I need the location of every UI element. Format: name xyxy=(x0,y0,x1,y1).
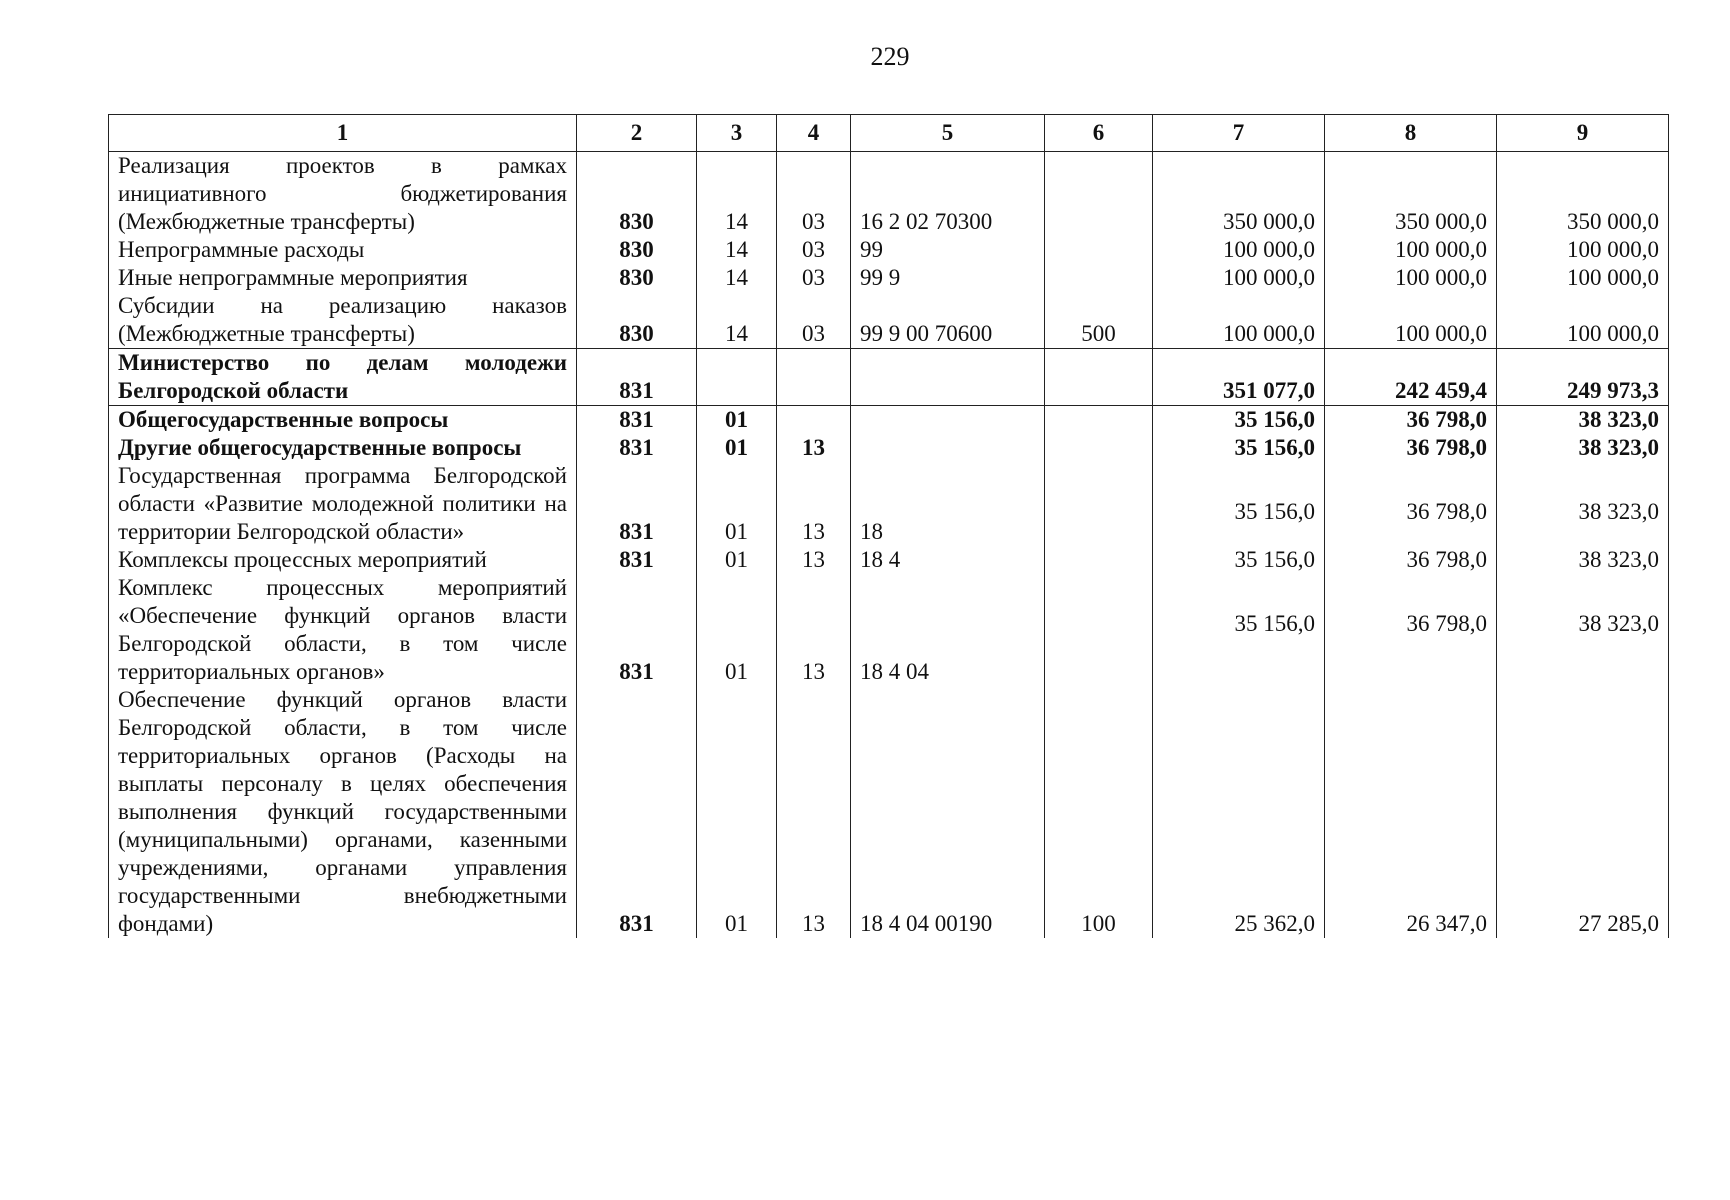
row-amount-3: 100 000,0 xyxy=(1497,292,1669,349)
row-section: 01 xyxy=(697,574,777,686)
row-target: 18 xyxy=(851,462,1045,546)
row-amount-1: 25 362,0 xyxy=(1153,686,1325,938)
row-name: Общегосударственные вопросы xyxy=(109,406,577,435)
row-target: 18 4 04 00190 xyxy=(851,686,1045,938)
row-section: 01 xyxy=(697,434,777,462)
table-row xyxy=(109,462,1669,546)
table-row xyxy=(109,152,1669,237)
row-code: 831 xyxy=(577,434,697,462)
row-section: 14 xyxy=(697,236,777,264)
budget-table xyxy=(108,114,1669,938)
header-row xyxy=(109,115,1669,152)
row-subsection: 13 xyxy=(777,546,851,574)
table-row xyxy=(109,434,1669,462)
row-amount-3: 38 323,0 xyxy=(1497,406,1669,435)
row-target: 18 4 04 xyxy=(851,574,1045,686)
row-code: 831 xyxy=(577,546,697,574)
row-code: 830 xyxy=(577,152,697,237)
table-row xyxy=(109,546,1669,574)
row-amount-2: 36 798,0 xyxy=(1325,406,1497,435)
row-name: Обеспечение функций органов власти Белгородской области, в том числе территориальных органов (Расходы на выплаты персоналу в целях обеспечения выполнения функций государственными (муниципальными) органами, казенными учреждениями, органами управления государственными внебюджетными фондами) xyxy=(109,686,577,938)
row-section: 14 xyxy=(697,152,777,237)
row-amount-3: 249 973,3 xyxy=(1497,349,1669,406)
row-amount-3: 38 323,0 xyxy=(1497,574,1669,686)
row-name: Комплексы процессных мероприятий xyxy=(109,546,577,574)
row-name: Иные непрограммные мероприятия xyxy=(109,264,577,292)
row-subsection: 13 xyxy=(777,434,851,462)
row-code: 831 xyxy=(577,406,697,435)
row-amount-2: 36 798,0 xyxy=(1325,462,1497,546)
row-type xyxy=(1045,574,1153,686)
row-target: 99 9 xyxy=(851,264,1045,292)
row-amount-1: 100 000,0 xyxy=(1153,292,1325,349)
row-amount-3: 38 323,0 xyxy=(1497,434,1669,462)
header-cell: 9 xyxy=(1497,115,1669,152)
row-target xyxy=(851,349,1045,406)
row-amount-3: 100 000,0 xyxy=(1497,264,1669,292)
row-section: 01 xyxy=(697,546,777,574)
row-amount-2: 242 459,4 xyxy=(1325,349,1497,406)
row-type xyxy=(1045,264,1153,292)
row-amount-1: 351 077,0 xyxy=(1153,349,1325,406)
row-amount-2: 36 798,0 xyxy=(1325,574,1497,686)
row-code: 830 xyxy=(577,236,697,264)
row-type xyxy=(1045,406,1153,435)
row-type xyxy=(1045,236,1153,264)
row-amount-1: 35 156,0 xyxy=(1153,462,1325,546)
row-target xyxy=(851,406,1045,435)
header-cell: 7 xyxy=(1153,115,1325,152)
row-amount-2: 350 000,0 xyxy=(1325,152,1497,237)
row-subsection: 13 xyxy=(777,574,851,686)
table-row xyxy=(109,292,1669,349)
table-row xyxy=(109,574,1669,686)
header-cell: 1 xyxy=(109,115,577,152)
row-amount-3: 350 000,0 xyxy=(1497,152,1669,237)
row-amount-2: 100 000,0 xyxy=(1325,264,1497,292)
row-name: Непрограммные расходы xyxy=(109,236,577,264)
row-amount-2: 26 347,0 xyxy=(1325,686,1497,938)
row-amount-3: 38 323,0 xyxy=(1497,462,1669,546)
row-amount-2: 36 798,0 xyxy=(1325,434,1497,462)
row-type xyxy=(1045,546,1153,574)
row-code: 830 xyxy=(577,264,697,292)
table-row xyxy=(109,686,1669,938)
row-section: 14 xyxy=(697,292,777,349)
row-type: 100 xyxy=(1045,686,1153,938)
row-amount-2: 100 000,0 xyxy=(1325,236,1497,264)
header-cell: 8 xyxy=(1325,115,1497,152)
row-subsection: 03 xyxy=(777,292,851,349)
row-subsection: 03 xyxy=(777,152,851,237)
row-type: 500 xyxy=(1045,292,1153,349)
row-subsection: 13 xyxy=(777,686,851,938)
row-amount-1: 35 156,0 xyxy=(1153,434,1325,462)
header-cell: 5 xyxy=(851,115,1045,152)
row-amount-3: 27 285,0 xyxy=(1497,686,1669,938)
row-section xyxy=(697,349,777,406)
row-amount-1: 100 000,0 xyxy=(1153,264,1325,292)
row-target: 99 xyxy=(851,236,1045,264)
table-row xyxy=(109,406,1669,435)
header-cell: 4 xyxy=(777,115,851,152)
row-subsection: 03 xyxy=(777,236,851,264)
header-cell: 3 xyxy=(697,115,777,152)
row-target: 16 2 02 70300 xyxy=(851,152,1045,237)
row-section: 01 xyxy=(697,406,777,435)
row-code: 831 xyxy=(577,349,697,406)
row-subsection: 13 xyxy=(777,462,851,546)
row-subsection xyxy=(777,349,851,406)
row-name: Реализация проектов в рамках инициативного бюджетирования (Межбюджетные трансферты) xyxy=(109,152,577,237)
row-subsection xyxy=(777,406,851,435)
row-type xyxy=(1045,152,1153,237)
table-row xyxy=(109,264,1669,292)
row-target: 18 4 xyxy=(851,546,1045,574)
row-amount-2: 36 798,0 xyxy=(1325,546,1497,574)
row-type xyxy=(1045,349,1153,406)
header-cell: 6 xyxy=(1045,115,1153,152)
row-name: Другие общегосударственные вопросы xyxy=(109,434,577,462)
row-code: 831 xyxy=(577,574,697,686)
row-name: Субсидии на реализацию наказов (Межбюджетные трансферты) xyxy=(109,292,577,349)
row-name: Комплекс процессных мероприятий «Обеспечение функций органов власти Белгородской области, в том числе территориальных органов» xyxy=(109,574,577,686)
row-amount-1: 35 156,0 xyxy=(1153,574,1325,686)
row-amount-1: 35 156,0 xyxy=(1153,546,1325,574)
row-code: 830 xyxy=(577,292,697,349)
row-amount-1: 100 000,0 xyxy=(1153,236,1325,264)
header-cell: 2 xyxy=(577,115,697,152)
row-subsection: 03 xyxy=(777,264,851,292)
row-section: 01 xyxy=(697,462,777,546)
row-section: 14 xyxy=(697,264,777,292)
row-code: 831 xyxy=(577,462,697,546)
table-row xyxy=(109,349,1669,406)
row-amount-3: 38 323,0 xyxy=(1497,546,1669,574)
table-row xyxy=(109,236,1669,264)
row-target xyxy=(851,434,1045,462)
page-number: 229 xyxy=(870,42,910,71)
row-amount-2: 100 000,0 xyxy=(1325,292,1497,349)
row-code: 831 xyxy=(577,686,697,938)
row-amount-1: 350 000,0 xyxy=(1153,152,1325,237)
row-type xyxy=(1045,434,1153,462)
row-amount-3: 100 000,0 xyxy=(1497,236,1669,264)
row-amount-1: 35 156,0 xyxy=(1153,406,1325,435)
row-name: Государственная программа Белгородской области «Развитие молодежной политики на территории Белгородской области» xyxy=(109,462,577,546)
row-section: 01 xyxy=(697,686,777,938)
row-name: Министерство по делам молодежи Белгородской области xyxy=(109,349,577,406)
row-type xyxy=(1045,462,1153,546)
row-target: 99 9 00 70600 xyxy=(851,292,1045,349)
